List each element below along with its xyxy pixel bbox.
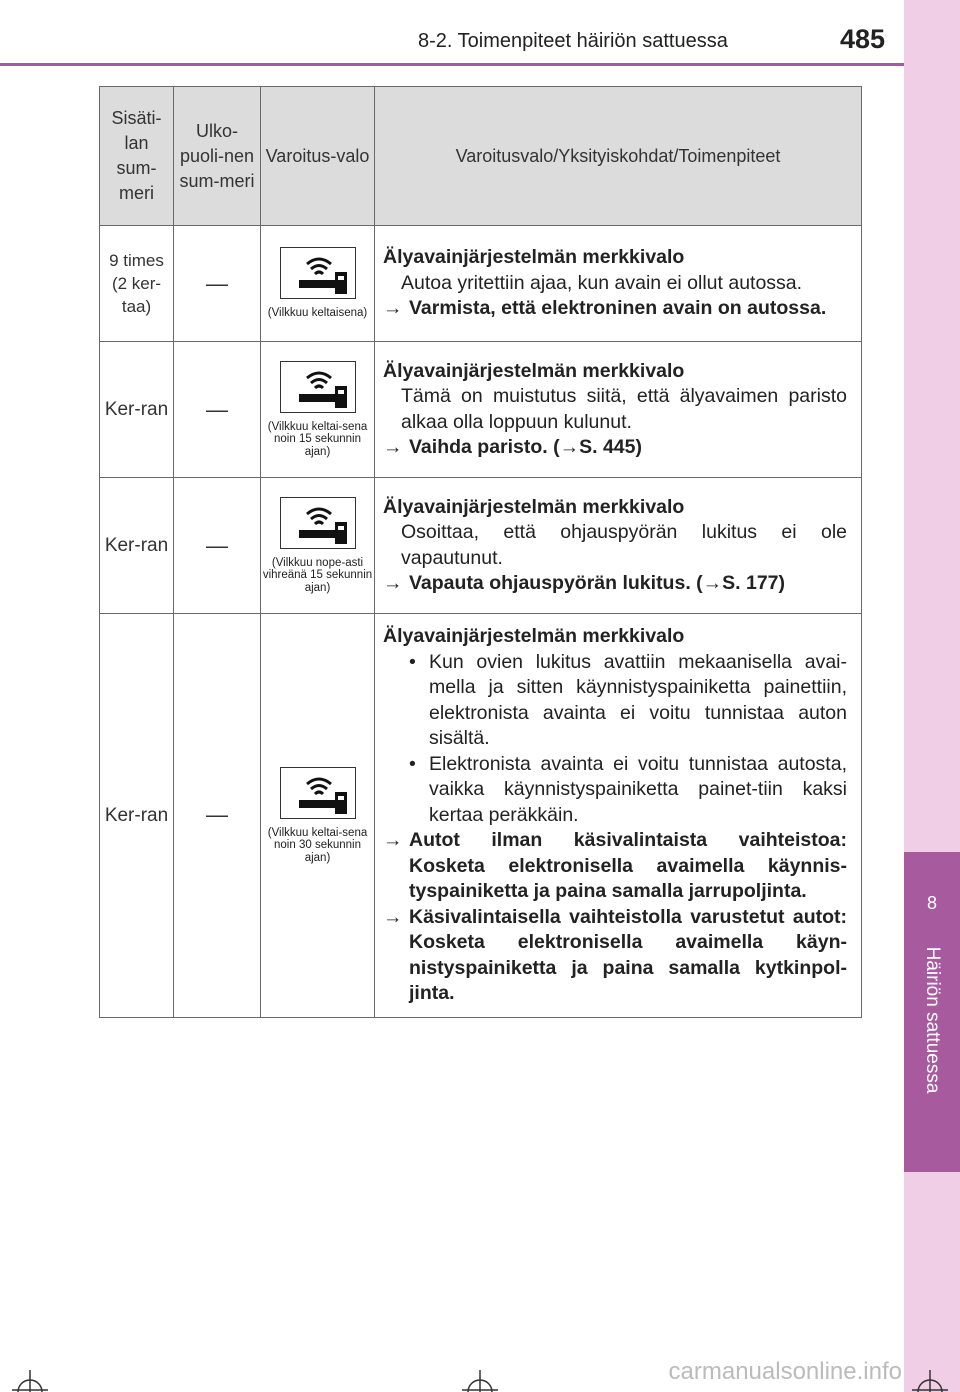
bullet-icon: • xyxy=(409,650,416,673)
light-caption: (Vilkkuu keltaisena) xyxy=(267,307,368,320)
details-cell xyxy=(375,478,862,614)
arrow-right-icon: → xyxy=(383,297,403,320)
warning-light-cell xyxy=(261,342,375,478)
details-cell xyxy=(375,226,862,342)
warning-light-cell xyxy=(261,226,375,342)
detail-title: Älyavainjärjestelmän merkkivalo xyxy=(383,625,685,647)
arrow-right-icon: → xyxy=(383,436,403,458)
table-header-row xyxy=(100,87,862,226)
detail-action: → Autot ilman käsivalintaista vaihteistoa: Kosketa elektronisella avaimella käynnis-tyspainiketta ja paina samalla jarrupoljinta. xyxy=(383,828,847,905)
warning-light-cell xyxy=(261,478,375,614)
table-row xyxy=(100,342,862,478)
page-number: 485 xyxy=(840,24,886,54)
detail-bullet: • Kun ovien lukitus avattiin mekaanisella avai-mella ja sitten käynnistyspainiketta painettiin, elektronista avainta ei voitu tunnistaa auton sisältä. xyxy=(383,650,847,752)
detail-body: Tämä on muistutus siitä, että älyavaimen paristo alkaa olla loppuun kulunut. xyxy=(401,385,847,433)
header-details: Varoitusvalo/Yksityiskohdat/Toimenpiteet xyxy=(375,87,862,226)
interior-count: Ker-ran xyxy=(100,614,174,1018)
arrow-right-icon: → xyxy=(383,829,403,851)
interior-count: Ker-ran xyxy=(100,342,174,478)
header-warning-light: Varoitus-valo xyxy=(261,87,375,226)
registration-mark-right xyxy=(908,1366,952,1392)
registration-mark-center xyxy=(458,1366,502,1392)
details-cell xyxy=(375,614,862,1018)
smart-key-icon xyxy=(280,497,356,549)
bullet-icon: • xyxy=(409,752,416,775)
warning-light-cell xyxy=(261,614,375,1018)
details-cell xyxy=(375,342,862,478)
warning-table xyxy=(99,86,862,1018)
header-rule xyxy=(0,63,904,66)
detail-title: Älyavainjärjestelmän merkkivalo xyxy=(383,359,685,382)
chapter-title: Häiriön sattuessa xyxy=(922,946,943,1094)
header-interior-buzzer: Sisäti-lan sum-meri xyxy=(100,87,174,226)
detail-action: → Käsivalintaisella vaihteistolla varustetut autot: Kosketa elektronisella avaimella käyn-nistyspainiketta ja paina samalla kytkinpol-jinta. xyxy=(383,905,847,1007)
arrow-right-icon: → xyxy=(383,905,403,928)
detail-title: Älyavainjärjestelmän merkkivalo xyxy=(383,246,685,269)
detail-action: → Vaihda paristo. (→S. 445) xyxy=(383,435,847,461)
table-row xyxy=(100,478,862,614)
detail-body: Autoa yritettiin ajaa, kun avain ei ollut autossa. xyxy=(401,271,803,294)
exterior-count: — xyxy=(174,342,261,478)
arrow-right-icon: → xyxy=(383,572,403,594)
chapter-number: 8 xyxy=(926,893,937,913)
smart-key-icon xyxy=(280,361,356,413)
light-caption: (Vilkkuu keltai-sena noin 15 sekunnin ajan) xyxy=(267,420,368,458)
page-header xyxy=(0,0,904,64)
smart-key-icon xyxy=(280,247,356,299)
registration-mark-left xyxy=(8,1366,52,1392)
table-row xyxy=(100,226,862,342)
exterior-count: — xyxy=(174,478,261,614)
interior-count: 9 times (2 ker-taa) xyxy=(100,226,174,342)
header-exterior-buzzer: Ulko-puoli-nen sum-meri xyxy=(174,87,261,226)
exterior-count: — xyxy=(174,226,261,342)
detail-bullet: • Elektronista avainta ei voitu tunnistaa autosta, vaikka käynnistyspainiketta painet-tiin kaksi kertaa peräkkäin. xyxy=(383,752,847,829)
detail-action: → Varmista, että elektroninen avain on autossa. xyxy=(383,296,847,322)
light-caption: (Vilkkuu nope-asti vihreänä 15 sekunnin ajan) xyxy=(262,556,373,594)
interior-count: Ker-ran xyxy=(100,478,174,614)
exterior-count: — xyxy=(174,614,261,1018)
side-strip xyxy=(904,0,960,1392)
detail-body: Osoittaa, että ohjauspyörän lukitus ei ole vapautunut. xyxy=(401,521,847,569)
table-row xyxy=(100,614,862,1018)
watermark: carmanualsonline.info xyxy=(668,1358,902,1385)
light-caption: (Vilkkuu keltai-sena noin 30 sekunnin ajan) xyxy=(267,826,368,864)
detail-title: Älyavainjärjestelmän merkkivalo xyxy=(383,495,685,518)
detail-action: → Vapauta ohjauspyörän lukitus. (→S. 177) xyxy=(383,571,847,597)
smart-key-icon xyxy=(280,767,356,819)
section-title: 8-2. Toimenpiteet häiriön sattuessa xyxy=(418,30,728,52)
